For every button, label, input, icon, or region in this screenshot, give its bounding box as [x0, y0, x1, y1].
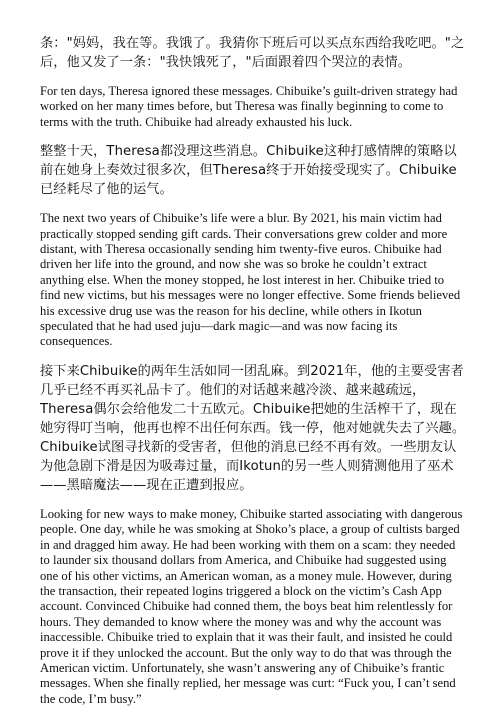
paragraph-en-3: Looking for new ways to make money, Chibuike started associating with dangerous people. One day, while he was smoking at Shoko’s place, a group of cultists barged in and dragged him away. He had been working with them on a scam: they needed to launder six thousand dollars from America, and Chibuike had suggested using one of his other victims, an American woman, as a money mule. However, during the transaction, their repeated logins triggered a block on the victim’s Cash App account. Convinced Chibuike had conned them, the boys beat him relentlessly for hours. They demanded to know where the money was and why the account was inaccessible. Chibuike tried to explain that it was their fault, and insisted he could prove it if they unlocked the account. But the only way to do that was through the American victim. Unfortunately, she wasn’t answering any of Chibuike’s frantic messages. When she finally replied, her message was curt: “Fuck you, I can’t send the code, I’m busy.” — [40, 506, 463, 706]
paragraph-zh-3: 接下来Chibuike的两年生活如同一团乱麻。到2021年，他的主要受害者几乎已经不再买礼品卡了。他们的对话越来越冷淡、越来越疏远，Theresa偶尔会给他发二十五欧元。Chibuike把她的生活榨干了，现在她穷得叮当响，他再也榨不出任何东西。钱一停，他对她就失去了兴趣。Chibuike试图寻找新的受害者，但他的消息已经不再有效。一些朋友认为他急剧下滑是因为吸毒过量，而Ikotun的另一些人则猜测他用了巫术——黑暗魔法——现在正遭到报应。 — [40, 363, 466, 493]
paragraph-en-2: The next two years of Chibuike’s life were a blur. By 2021, his main victim had practically stopped sending gift cards. Their conversations grew colder and more distant, with Theresa occasionally sending him twenty-five euros. Chibuike had driven her life into the ground, and now she was so broke he couldn’t extract anything else. When the money stopped, he lost interest in her. Chibuike tried to find new victims, but his messages were no longer effective. Some friends believed his excessive drug use was the reason for his decline, while others in Ikotun speculated that he had used juju—dark magic—and was now facing its consequences. — [40, 211, 461, 349]
document-page — [40, 34, 466, 719]
paragraph-en-1: For ten days, Theresa ignored these messages. Chibuike’s guilt-driven strategy had worked on her many times before, but Theresa was finally beginning to come to terms with the truth. Chibuike had already exhausted his luck. — [40, 84, 458, 129]
paragraph-zh-1: 条："妈妈，我在等。我饿了。我猜你下班后可以买点东西给我吃吧。"之后，他又发了一条："我快饿死了，"后面跟着四个哭泣的表情。 — [40, 36, 465, 70]
paragraph-zh-2: 整整十天，Theresa都没理这些消息。Chibuike这种打感情牌的策略以前在她身上奏效过很多次，但Theresa终于开始接受现实了。Chibuike已经耗尽了他的运气。 — [40, 144, 457, 198]
